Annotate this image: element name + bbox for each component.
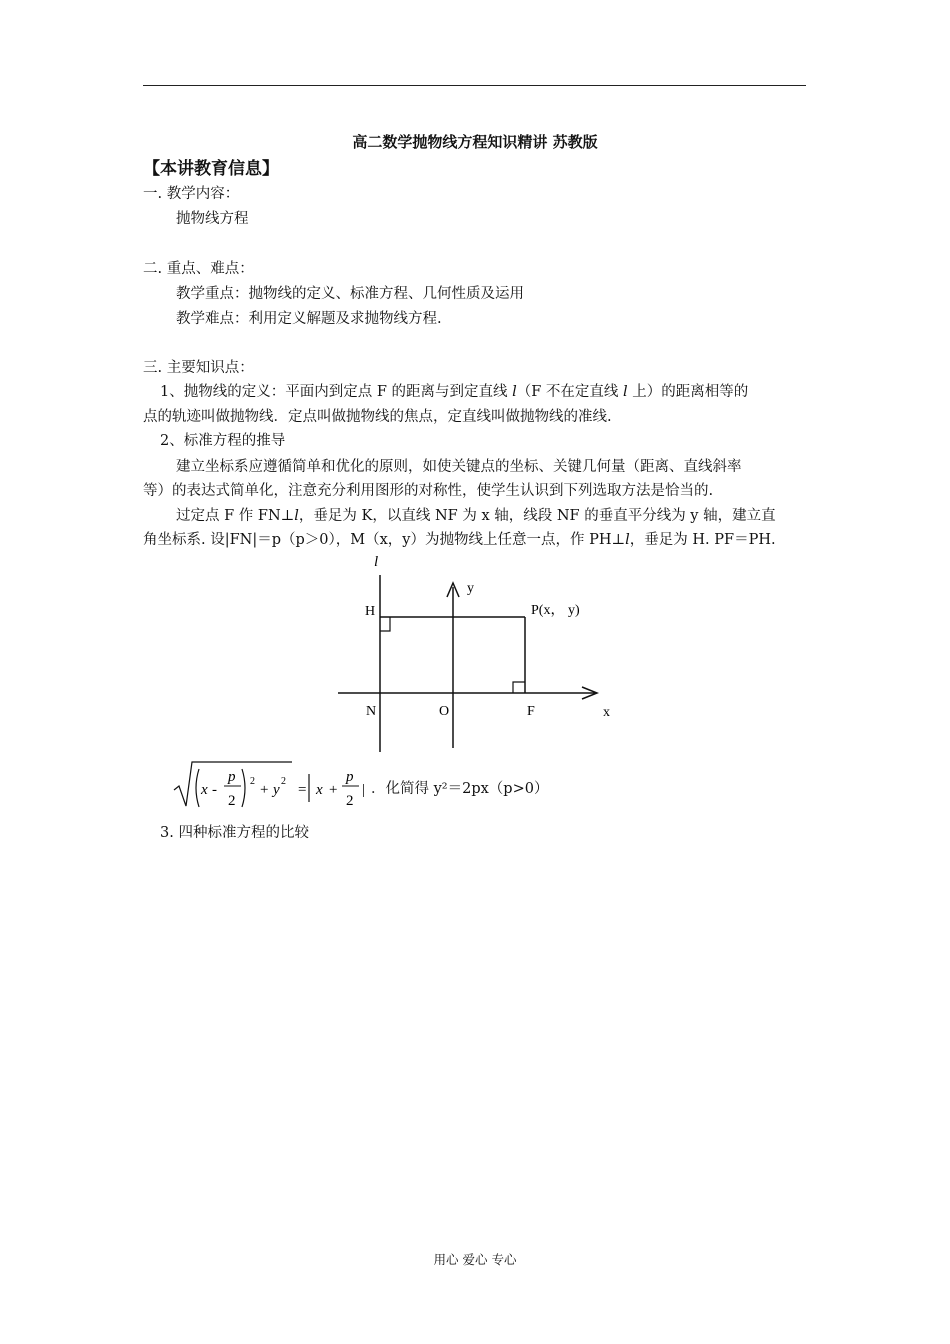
coordinate-paragraph-line-1: 建立坐标系应遵循简单和优化的原则，如使关键点的坐标、关键几何量（距离、直线斜率	[176, 459, 742, 475]
formula-equals: =	[298, 782, 307, 798]
derivation-heading: 2、标准方程的推导	[160, 433, 286, 449]
definition-line-2: 点的轨迹叫做抛物线．定点叫做抛物线的焦点，定直线叫做抛物线的准线.	[143, 409, 612, 425]
definition-text-a: 1、抛物线的定义：平面内到定点 F 的距离与到定直线	[160, 384, 513, 400]
formula-y: y	[273, 782, 280, 798]
page-title: 高二数学抛物线方程知识精讲 苏教版	[352, 133, 598, 151]
setup-text-b: ，垂足为 K，以直线 NF 为 x 轴，线段 NF 的垂直平分线为 y 轴，建立直	[298, 508, 776, 524]
line-l-symbol: l	[623, 384, 628, 400]
label-x: x	[603, 705, 610, 720]
formula-two: 2	[228, 793, 236, 809]
simplified-result: ．化简得 y²＝2px（p>0）	[371, 781, 549, 797]
label-p: P(x， y)	[531, 603, 580, 618]
setup-text-d: ，垂足为 H. PF＝PH.	[629, 532, 776, 548]
label-o: O	[439, 704, 450, 719]
formula-y-square: 2	[281, 776, 286, 787]
comparison-heading: 3. 四种标准方程的比较	[160, 825, 309, 841]
definition-text-c: 上）的距离相等的	[627, 384, 749, 400]
abs-bar-right: |	[362, 782, 366, 798]
label-n: N	[366, 704, 377, 719]
formula-two-2: 2	[346, 793, 354, 809]
section-2-heading: 二. 重点、难点：	[143, 261, 254, 277]
coordinate-paragraph-line-2: 等）的表达式简单化，注意充分利用图形的对称性，使学生认识到下列选取方法是恰当的.	[143, 483, 714, 499]
setup-text-c: 角坐标系. 设|FN|＝p（p＞0），M（x，y）为抛物线上任意一点，作 PH⊥	[143, 532, 626, 548]
left-paren	[196, 769, 199, 807]
page-footer: 用心 爱心 专心	[433, 1252, 517, 1267]
formula-x2: x	[316, 782, 323, 798]
formula-plus: +	[260, 782, 269, 798]
section-banner: 【本讲教育信息】	[143, 159, 279, 179]
formula-plus2: +	[329, 782, 338, 798]
line-l-symbol: l	[512, 384, 517, 400]
formula-p: p	[228, 769, 236, 785]
setup-text-a: 过定点 F 作 FN⊥	[176, 508, 295, 524]
formula-minus: -	[212, 782, 217, 798]
formula-square: 2	[250, 776, 255, 787]
line-l-symbol: l	[625, 532, 630, 548]
section-1-content: 抛物线方程	[176, 211, 249, 227]
section-3-heading: 三. 主要知识点：	[143, 360, 254, 376]
line-l-symbol: l	[294, 508, 299, 524]
difficulty-points: 教学难点：利用定义解题及求抛物线方程.	[176, 311, 442, 327]
key-points: 教学重点：抛物线的定义、标准方程、几何性质及运用	[176, 286, 524, 302]
label-y: y	[467, 581, 474, 596]
definition-text-b: （F 不在定直线	[516, 384, 624, 400]
label-l: l	[374, 554, 379, 570]
formula-p2: p	[346, 769, 354, 785]
section-1-heading: 一. 教学内容：	[143, 186, 240, 202]
label-h: H	[365, 604, 376, 619]
right-paren	[242, 769, 245, 807]
label-f: F	[527, 704, 535, 719]
formula-x: x	[201, 782, 208, 798]
